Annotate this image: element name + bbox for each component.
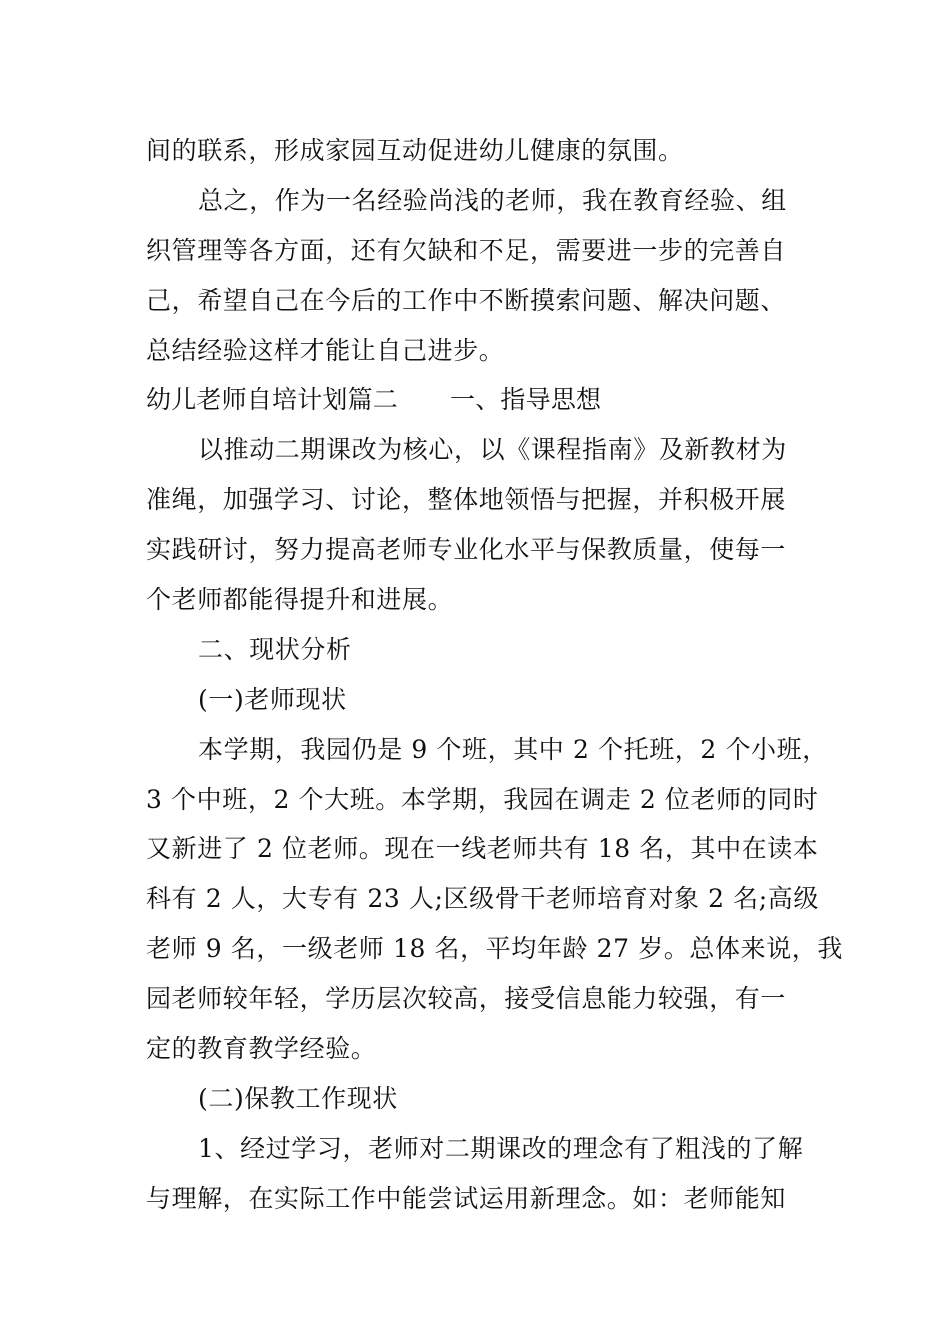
section-heading-line (146, 375, 810, 425)
text-line: 科有 2 人，大专有 23 人;区级骨干老师培育对象 2 名;高级 (146, 884, 819, 914)
text-line: 织管理等各方面，还有欠缺和不足，需要进一步的完善自 (146, 235, 787, 265)
subsection-heading: (一)老师现状 (198, 684, 347, 714)
text-line: 3 个中班，2 个大班。本学期，我园在调走 2 位老师的同时 (146, 784, 819, 814)
paragraph-start-line: 1、经过学习，老师对二期课改的理念有了粗浅的了解 (198, 1133, 804, 1163)
paragraph-start-line: 以推动二期课改为核心，以《课程指南》及新教材为 (198, 435, 787, 465)
section-heading: 一、指导思想 (450, 385, 602, 415)
text-line: 又新进了 2 位老师。现在一线老师共有 18 名，其中在读本 (146, 834, 819, 864)
text-line: 实践研讨，努力提高老师专业化水平与保教质量，使每一 (146, 535, 787, 565)
paragraph-start-line: 总之，作为一名经验尚浅的老师，我在教育经验、组 (198, 185, 787, 215)
text-line: 个老师都能得提升和进展。 (146, 585, 454, 615)
text-line: 园老师较年轻，学历层次较高，接受信息能力较强，有一 (146, 984, 787, 1014)
section-heading: 二、现状分析 (198, 634, 352, 664)
text-line: 间的联系，形成家园互动促进幼儿健康的氛围。 (146, 136, 684, 165)
text-line: 准绳，加强学习、讨论，整体地领悟与把握，并积极开展 (146, 485, 787, 515)
text-line: 与理解，在实际工作中能尝试运用新理念。如：老师能知 (146, 1183, 787, 1213)
text-line: 总结经验这样才能让自己进步。 (146, 335, 505, 365)
text-line: 定的教育教学经验。 (146, 1034, 377, 1064)
text-line: 己，希望自己在今后的工作中不断摸索问题、解决问题、 (146, 285, 787, 315)
article-title: 幼儿老师自培计划篇二 (146, 385, 399, 415)
document-body (146, 126, 844, 1224)
text-line: 老师 9 名，一级老师 18 名，平均年龄 27 岁。总体来说，我 (146, 934, 844, 964)
paragraph-start-line: 本学期，我园仍是 9 个班，其中 2 个托班，2 个小班， (198, 734, 828, 764)
subsection-heading: (二)保教工作现状 (198, 1083, 398, 1113)
